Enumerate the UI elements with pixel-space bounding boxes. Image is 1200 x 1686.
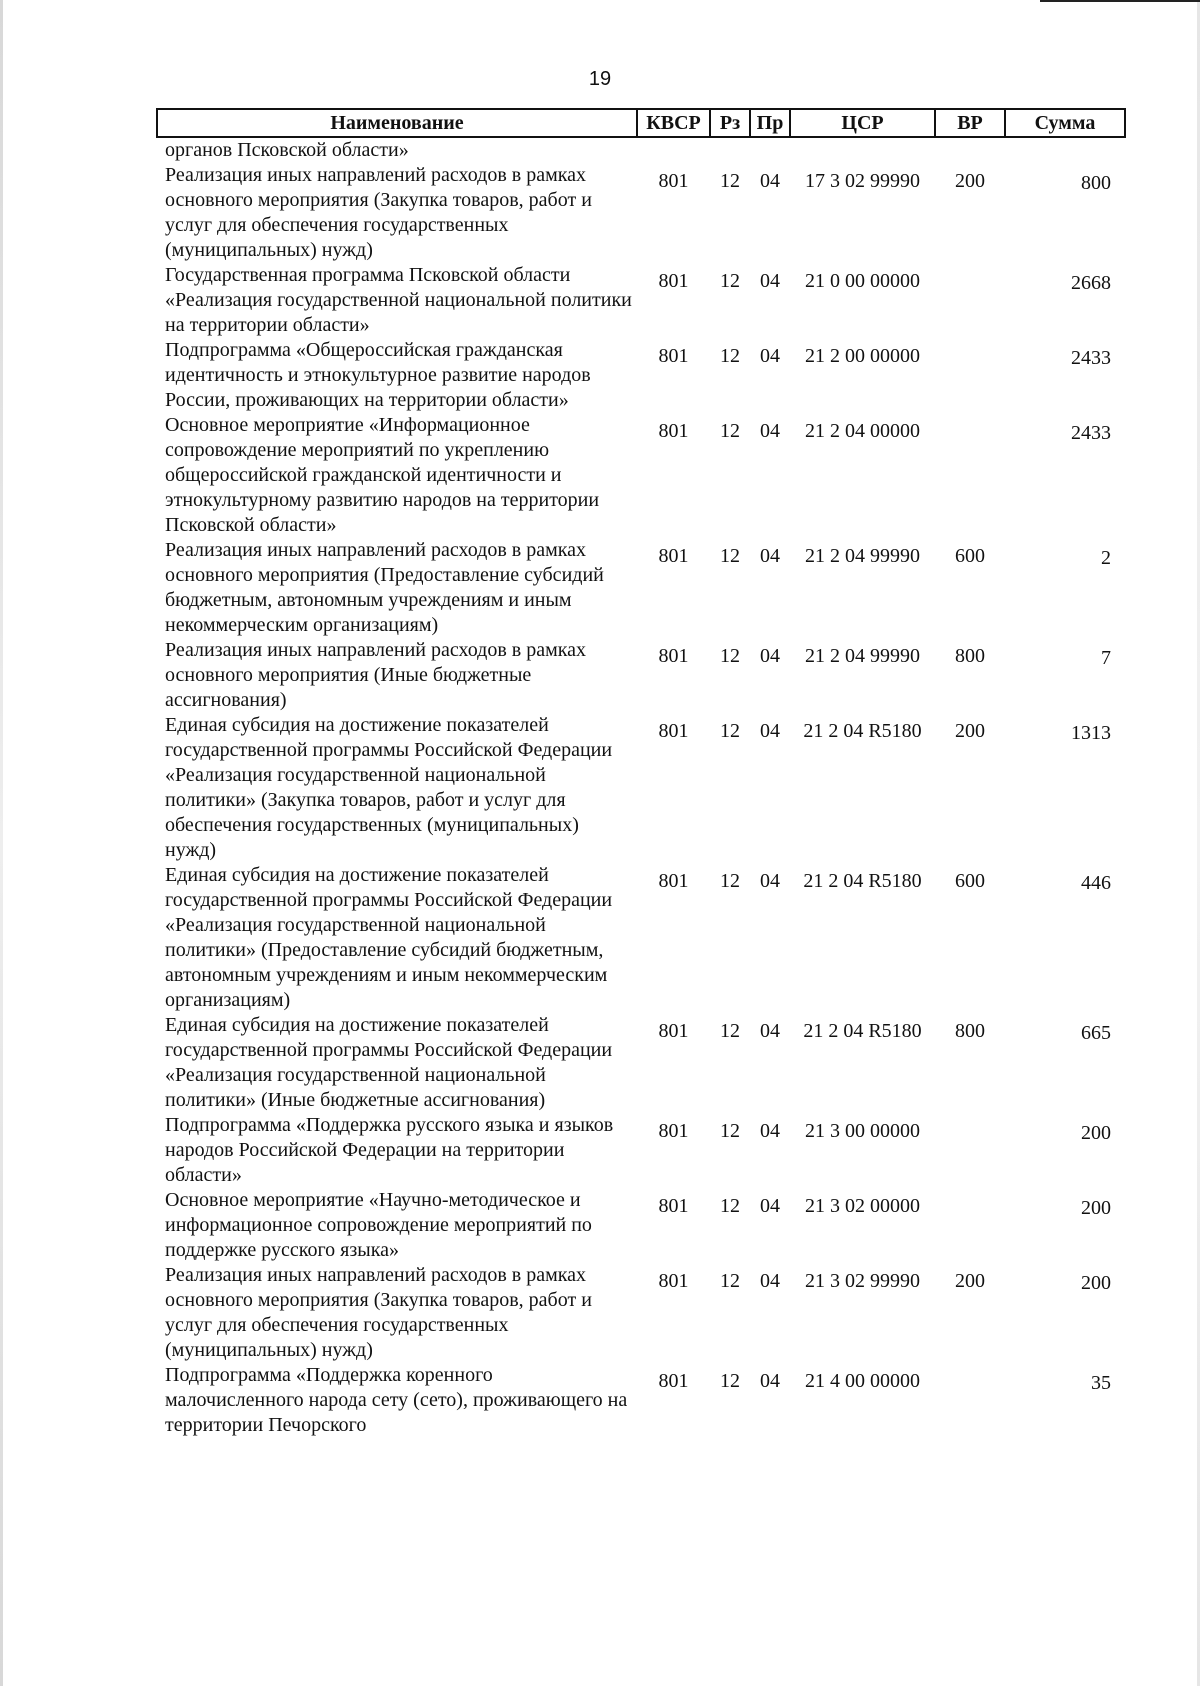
cell-sum: 7 [1101,647,1111,669]
cell-kvsr: 801 [658,1020,689,1042]
cell-vr: 200 [955,170,985,192]
cell-pr: 04 [760,270,780,292]
cell-name: Подпрограмма «Общероссийская гражданская идентичность и этнокультурное развитие народов России, проживающих на территории области» [165,339,591,411]
header-name: Наименование [157,109,637,137]
header-rz: Рз [710,109,750,137]
cell-rz: 12 [720,545,740,567]
cell-csr: 21 3 02 99990 [805,1270,920,1292]
cell-vr [935,137,1005,163]
cell-kvsr: 801 [658,420,689,442]
cell-csr: 21 3 02 00000 [805,1195,920,1217]
cell-csr: 21 2 04 R5180 [803,1020,922,1042]
cell-csr: 21 2 04 99990 [805,645,920,667]
cell-sum: 2 [1101,547,1111,569]
table-row [157,163,1125,263]
cell-sum: 2433 [1071,422,1111,444]
cell-pr: 04 [760,1020,780,1042]
cell-rz: 12 [720,645,740,667]
cell-vr [935,1188,1005,1263]
cell-kvsr: 801 [658,545,689,567]
header-csr: ЦСР [790,109,935,137]
cell-sum: 800 [1081,172,1111,194]
cell-sum [1005,137,1125,163]
top-rule [1040,0,1200,2]
cell-vr: 600 [955,870,985,892]
table-row [157,338,1125,413]
cell-rz: 12 [720,1370,740,1392]
cell-rz: 12 [720,1020,740,1042]
cell-name: Государственная программа Псковской области «Реализация государственной национальной политики на территории области» [165,264,632,336]
cell-pr: 04 [760,170,780,192]
cell-rz: 12 [720,420,740,442]
cell-csr: 21 2 04 00000 [805,420,920,442]
cell-pr [750,137,790,163]
cell-sum: 1313 [1071,722,1111,744]
cell-vr: 200 [955,720,985,742]
table-row [157,1188,1125,1263]
table-row [157,413,1125,538]
cell-name: Единая субсидия на достижение показателей государственной программы Российской Федерации «Реализация государственной национальной политики» (Иные бюджетные ассигнования) [165,1014,613,1111]
cell-csr: 21 0 00 00000 [805,270,920,292]
cell-rz [710,137,750,163]
cell-pr: 04 [760,545,780,567]
cell-vr [935,1363,1005,1438]
cell-vr: 200 [955,1270,985,1292]
cell-name: Реализация иных направлений расходов в рамках основного мероприятия (Иные бюджетные ассигнования) [165,639,587,711]
cell-kvsr: 801 [658,720,689,742]
header-row [157,109,1125,137]
header-pr: Пр [750,109,790,137]
cell-csr: 17 3 02 99990 [805,170,920,192]
table-row [157,538,1125,638]
page-number: 19 [588,68,612,90]
cell-name: Реализация иных направлений расходов в рамках основного мероприятия (Предоставление субсидий бюджетным, автономным учреждениям и иным некоммерческим организациям) [165,539,604,636]
cell-sum: 200 [1081,1272,1111,1294]
cell-sum: 446 [1081,872,1111,894]
header-sum: Сумма [1005,109,1125,137]
cell-name: Основное мероприятие «Информационное сопровождение мероприятий по укреплению общероссийской гражданской идентичности и этнокультурному развитию народов на территории Псковской области» [165,414,600,536]
cell-pr: 04 [760,1195,780,1217]
cell-name: Реализация иных направлений расходов в рамках основного мероприятия (Закупка товаров, работ и услуг для обеспечения государственных (муниципальных) нужд) [165,1264,592,1361]
cell-name: Подпрограмма «Поддержка коренного малочисленного народа сету (сето), проживающего на территории Печорского [165,1364,628,1436]
header-vr: ВР [935,109,1005,137]
cell-vr: 800 [955,1020,985,1042]
cell-csr: 21 2 04 R5180 [803,720,922,742]
table-header [157,109,1125,137]
cell-kvsr: 801 [658,870,689,892]
table-row [157,863,1125,1013]
cell-pr: 04 [760,870,780,892]
cell-kvsr [637,137,710,163]
cell-vr: 600 [955,545,985,567]
cell-pr: 04 [760,420,780,442]
cell-vr [935,263,1005,338]
cell-kvsr: 801 [658,1195,689,1217]
cell-pr: 04 [760,345,780,367]
cell-rz: 12 [720,345,740,367]
cell-sum: 200 [1081,1197,1111,1219]
cell-csr: 21 2 00 00000 [805,345,920,367]
cell-sum: 2433 [1071,347,1111,369]
cell-csr: 21 2 04 R5180 [803,870,922,892]
cell-pr: 04 [760,1370,780,1392]
table-row [157,1113,1125,1188]
cell-rz: 12 [720,1120,740,1142]
cell-kvsr: 801 [658,1120,689,1142]
cell-sum: 200 [1081,1122,1111,1144]
cell-sum: 35 [1091,1372,1111,1394]
cell-kvsr: 801 [658,270,689,292]
cell-rz: 12 [720,1270,740,1292]
header-kvsr: КВСР [637,109,710,137]
cell-csr: 21 4 00 00000 [805,1370,920,1392]
cell-csr [790,137,935,163]
table-row [157,1363,1125,1438]
cell-rz: 12 [720,870,740,892]
cell-kvsr: 801 [658,1370,689,1392]
cell-name: Единая субсидия на достижение показателей государственной программы Российской Федерации «Реализация государственной национальной политики» (Закупка товаров, работ и услуг для обеспечения государственных (муниципальных) нужд) [165,714,613,861]
cell-rz: 12 [720,720,740,742]
cell-name: органов Псковской области» [165,139,409,161]
table-row [157,1013,1125,1113]
cell-csr: 21 3 00 00000 [805,1120,920,1142]
table-row [157,137,1125,163]
budget-table [156,108,1126,1438]
table-row [157,263,1125,338]
cell-pr: 04 [760,645,780,667]
cell-rz: 12 [720,270,740,292]
cell-vr [935,338,1005,413]
cell-sum: 665 [1081,1022,1111,1044]
cell-vr [935,413,1005,538]
cell-pr: 04 [760,1270,780,1292]
cell-name: Реализация иных направлений расходов в рамках основного мероприятия (Закупка товаров, работ и услуг для обеспечения государственных (муниципальных) нужд) [165,164,592,261]
table-row [157,638,1125,713]
cell-name: Основное мероприятие «Научно-методическое и информационное сопровождение мероприятий по поддержке русского языка» [165,1189,592,1261]
scan-left-edge [0,0,3,1686]
cell-sum: 2668 [1071,272,1111,294]
cell-rz: 12 [720,170,740,192]
cell-pr: 04 [760,1120,780,1142]
cell-kvsr: 801 [658,645,689,667]
cell-kvsr: 801 [658,170,689,192]
cell-csr: 21 2 04 99990 [805,545,920,567]
cell-rz: 12 [720,1195,740,1217]
cell-pr: 04 [760,720,780,742]
cell-vr [935,1113,1005,1188]
cell-kvsr: 801 [658,1270,689,1292]
table-row [157,1263,1125,1363]
table-body [157,137,1125,1438]
cell-vr: 800 [955,645,985,667]
cell-kvsr: 801 [658,345,689,367]
cell-name: Подпрограмма «Поддержка русского языка и языков народов Российской Федерации на территории области» [165,1114,614,1186]
cell-name: Единая субсидия на достижение показателей государственной программы Российской Федерации «Реализация государственной национальной политики» (Предоставление субсидий бюджетным, автономным учреждениям и иным некоммерческим организациям) [165,864,613,1011]
table-row [157,713,1125,863]
